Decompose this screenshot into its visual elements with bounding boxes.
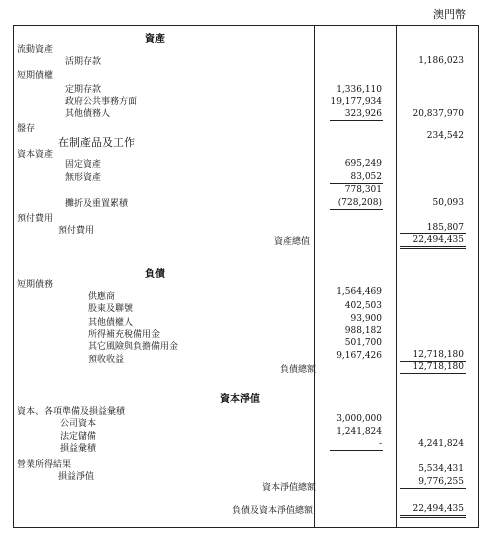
advances-amount: 9,167,426 <box>336 351 382 361</box>
time-deposits-amount: 1,336,110 <box>336 85 382 95</box>
gov-entities-label: 政府公共事務方面 <box>65 97 138 107</box>
net-profit-total: 9,776,255 <box>418 477 464 487</box>
assets-heading: 資產 <box>145 34 165 45</box>
short-term-debts-total: 12,718,180 <box>412 350 464 360</box>
other-creditors-amount: 93,900 <box>350 314 382 324</box>
depreciation-label: 攤折及重置累積 <box>65 199 129 209</box>
legal-reserve-amount: 1,241,824 <box>336 427 382 437</box>
advances-label: 預收收益 <box>88 355 125 365</box>
currency-label: 澳門幣 <box>433 8 466 21</box>
income-tax-provision-label: 所得補充稅備用金 <box>88 330 161 340</box>
current-assets-label: 流動資產 <box>17 45 54 55</box>
other-risk-provision-label: 其它風險與負擔備用金 <box>88 342 179 352</box>
time-deposits-label: 定期存款 <box>65 85 102 95</box>
intangible-label: 無形資產 <box>65 173 102 183</box>
capital-reserves-total: 4,241,824 <box>418 439 464 449</box>
equity-heading: 資本淨值 <box>220 394 260 405</box>
fixed-assets-label: 資本資產 <box>17 150 54 160</box>
depreciation-amount: (728,208) <box>337 198 382 208</box>
shareholders-amount: 402,503 <box>344 301 382 311</box>
total-liab-equity-label: 負債及資本淨值總額 <box>232 506 314 516</box>
prepaid-item-label: 預付費用 <box>58 226 95 236</box>
total-liabilities-value: 12,718,180 <box>412 362 464 372</box>
shareholders-label: 股東及聯號 <box>88 304 134 314</box>
gov-entities-amount: 19,177,934 <box>330 97 382 107</box>
total-assets-label: 資產總值 <box>274 237 311 247</box>
tangible-label: 固定資產 <box>65 160 102 170</box>
short-term-claims-total: 20,837,970 <box>412 109 464 119</box>
income-tax-provision-amount: 988,182 <box>344 326 382 336</box>
other-creditors-label: 其他債權人 <box>88 318 134 328</box>
total-assets-value: 22,494,435 <box>412 235 464 245</box>
liabilities-heading: 負債 <box>145 269 165 280</box>
other-debtors-amount: 323,926 <box>344 109 382 119</box>
intangible-amount: 83,052 <box>350 172 382 182</box>
prepaid-label: 預付費用 <box>17 214 54 224</box>
legal-reserve-label: 法定儲備 <box>60 432 97 442</box>
demand-deposits-label: 活期存款 <box>65 57 102 67</box>
short-term-claims-label: 短期債權 <box>17 71 54 81</box>
fixed-net-total: 50,093 <box>432 198 464 208</box>
net-profit-label: 損益淨值 <box>58 472 95 482</box>
company-capital-label: 公司資本 <box>60 419 97 429</box>
suppliers-amount: 1,564,469 <box>336 287 382 297</box>
accumulated-pl-amount: - <box>378 439 382 449</box>
suppliers-label: 供應商 <box>88 292 116 302</box>
prepaid-total: 185,807 <box>426 223 464 233</box>
total-liab-equity-value: 22,494,435 <box>412 504 464 514</box>
capital-reserves-label: 資本、各項準備及損益彙積 <box>17 407 126 417</box>
operating-result-label: 營業所得結果 <box>17 460 72 470</box>
inventory-label: 盤存 <box>17 124 36 134</box>
company-capital-amount: 3,000,000 <box>336 414 382 424</box>
other-risk-provision-amount: 501,700 <box>344 338 382 348</box>
wip-label: 在制產品及工作 <box>58 136 135 149</box>
inventory-total: 234,542 <box>426 131 464 141</box>
short-term-debts-label: 短期債務 <box>17 280 54 290</box>
total-liabilities-label: 負債總額 <box>280 365 317 375</box>
tangible-amount: 695,249 <box>344 159 382 169</box>
accumulated-pl-label: 損益彙積 <box>60 444 97 454</box>
demand-deposits-total: 1,186,023 <box>418 56 464 66</box>
total-equity-label: 資本淨值總額 <box>262 483 317 493</box>
other-debtors-label: 其他債務人 <box>65 109 111 119</box>
operating-result-total: 5,534,431 <box>418 464 464 474</box>
fixed-subtotal: 778,301 <box>344 185 382 195</box>
